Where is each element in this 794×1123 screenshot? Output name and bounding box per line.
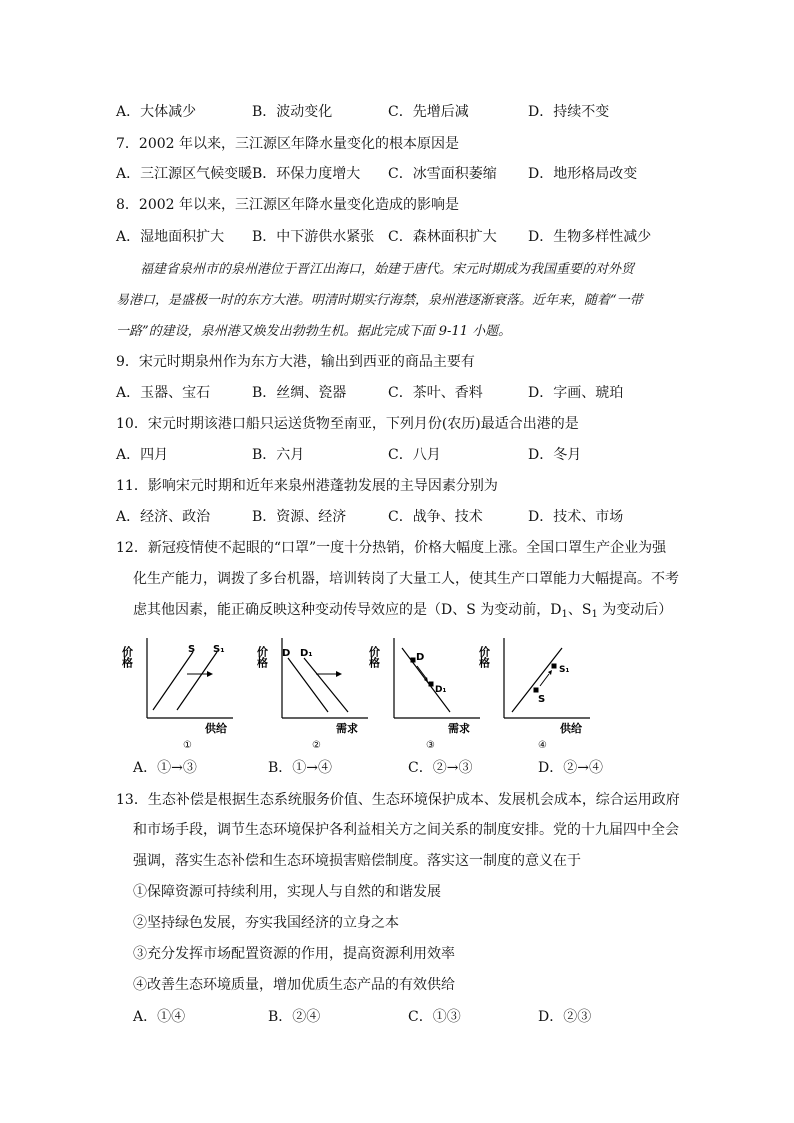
y-axis-label: 价格 — [367, 646, 381, 668]
q9-stem — [0, 350, 794, 374]
demand-movement-graph — [367, 630, 487, 755]
question-text: 化生产能力，调拨了多台机器，培训转岗了大量工人，使其生产口罩能力大幅提高。不考 — [133, 571, 679, 587]
curve-label: D₁ — [300, 648, 313, 659]
option-d[interactable]: D．持续不变 — [528, 104, 610, 120]
option-c[interactable]: C．②→③ — [408, 760, 473, 776]
q7-stem — [0, 132, 794, 156]
option-a[interactable]: A．四月 — [116, 447, 169, 463]
statement-item: ②坚持绿色发展，夯实我国经济的立身之本 — [133, 915, 399, 931]
option-c[interactable]: C．八月 — [388, 447, 441, 463]
point-label: S — [538, 694, 546, 705]
graph-number: ③ — [426, 740, 435, 751]
statement-item: ③充分发挥市场配置资源的作用，提高资源利用效率 — [133, 946, 455, 962]
q12-options — [0, 756, 794, 780]
option-d[interactable]: D．字画、琥珀 — [528, 385, 624, 401]
q9-options — [0, 381, 794, 405]
option-d[interactable]: D．②③ — [538, 1009, 592, 1025]
option-d[interactable]: D．生物多样性减少 — [528, 229, 652, 245]
question-text — [133, 598, 672, 627]
option-b[interactable]: B．中下游供水紧张 — [252, 229, 375, 245]
question-text: 13．生态补偿是根据生态系统服务价值、生态环境保护成本、发展机会成本，综合运用政府 — [116, 792, 680, 808]
x-axis-label: 供给 — [560, 722, 582, 735]
q11-stem — [0, 474, 794, 498]
question-text: 11．影响宋元时期和近年来泉州港蓬勃发展的主导因素分别为 — [116, 478, 498, 494]
question-text: 10．宋元时期该港口船只运送货物至南亚，下列月份(农历)最适合出港的是 — [116, 416, 579, 432]
stem-part: 、S — [567, 602, 592, 618]
q13-item-3 — [0, 942, 794, 966]
option-d[interactable]: D．地形格局改变 — [528, 166, 638, 182]
q13-item-4 — [0, 973, 794, 997]
option-c[interactable]: C．①③ — [408, 1009, 461, 1025]
option-c[interactable]: C．冰雪面积萎缩 — [388, 166, 497, 182]
option-d[interactable]: D．技术、市场 — [528, 509, 624, 525]
passage-line-1 — [0, 258, 794, 282]
q12-stem-line-1 — [0, 536, 794, 560]
subscript: 1 — [591, 609, 598, 620]
s1-curve — [177, 652, 217, 710]
option-a[interactable]: A．大体减少 — [116, 104, 197, 120]
graph-number: ① — [183, 740, 192, 751]
q10-stem — [0, 412, 794, 436]
q13-stem-line-1 — [0, 788, 794, 812]
q13-options — [0, 1005, 794, 1029]
d1-curve — [304, 658, 348, 712]
graph-number: ④ — [538, 740, 547, 751]
curve-label: D — [282, 648, 291, 659]
option-c[interactable]: C．森林面积扩大 — [388, 229, 497, 245]
point-label: D₁ — [435, 685, 447, 695]
option-b[interactable]: B．波动变化 — [252, 104, 333, 120]
x-axis-label: 供给 — [205, 722, 227, 735]
d-curve — [288, 658, 328, 712]
point-label: S₁ — [559, 665, 570, 675]
option-d[interactable]: D．②→④ — [538, 760, 603, 776]
curve-label: S — [188, 644, 196, 655]
point-label: D — [416, 652, 425, 663]
q11-options — [0, 505, 794, 529]
x-axis-label: 需求 — [448, 722, 470, 735]
q13-item-2 — [0, 911, 794, 935]
q13-stem-line-2 — [0, 818, 794, 842]
question-text: 12．新冠疫情使不起眼的“口罩”一度十分热销，价格大幅度上涨。全国口罩生产企业为强 — [116, 540, 667, 556]
stem-part: 虑其他因素，能正确反映这种变动传导效应的是（D、S 为变动前，D — [133, 602, 562, 618]
supply-movement-graph — [477, 630, 597, 755]
option-b[interactable]: B．环保力度增大 — [252, 166, 361, 182]
q10-options — [0, 443, 794, 467]
curve-label: S₁ — [213, 644, 225, 655]
option-c[interactable]: C．战争、技术 — [388, 509, 483, 525]
option-a[interactable]: A．玉器、宝石 — [116, 385, 211, 401]
q8-stem — [0, 193, 794, 217]
option-a[interactable]: A．①→③ — [133, 760, 197, 776]
question-text: 7．2002 年以来，三江源区年降水量变化的根本原因是 — [116, 136, 459, 152]
passage-line-2 — [0, 289, 794, 313]
q12-stem-line-2 — [0, 567, 794, 591]
y-axis-label: 价格 — [255, 646, 269, 668]
question-text: 8．2002 年以来，三江源区年降水量变化造成的影响是 — [116, 197, 459, 213]
option-b[interactable]: B．①→④ — [268, 760, 333, 776]
q12-stem-line-3 — [0, 598, 794, 622]
passage-line-3 — [0, 320, 794, 344]
q6-options — [0, 100, 794, 124]
y-axis-label: 价格 — [477, 646, 491, 668]
graph-1 — [120, 630, 240, 759]
q7-options — [0, 162, 794, 186]
question-text: 强调，落实生态补偿和生态环境损害赔偿制度。落实这一制度的意义在于 — [133, 853, 581, 869]
s-curve — [153, 652, 193, 710]
demand-shift-graph — [255, 630, 375, 755]
statement-item: ④改善生态环境质量，增加优质生态产品的有效供给 — [133, 977, 455, 993]
passage-text: 一路”的建设，泉州港又焕发出勃勃生机。据此完成下面 9-11 小题。 — [116, 324, 512, 339]
option-c[interactable]: C．先增后减 — [388, 104, 469, 120]
q13-stem-line-3 — [0, 849, 794, 873]
passage-text: 福建省泉州市的泉州港位于晋江出海口，始建于唐代。宋元时期成为我国重要的对外贸 — [140, 262, 635, 277]
option-b[interactable]: B．资源、经济 — [252, 509, 347, 525]
y-axis-label: 价格 — [120, 646, 134, 668]
option-d[interactable]: D．冬月 — [528, 447, 582, 463]
option-b[interactable]: B．六月 — [252, 447, 305, 463]
q8-options — [0, 225, 794, 249]
graph-4 — [477, 630, 597, 759]
x-axis-label: 需求 — [336, 722, 358, 735]
supply-shift-graph — [120, 630, 240, 755]
option-b[interactable]: B．丝绸、瓷器 — [252, 385, 347, 401]
option-a[interactable]: A．三江源区气候变暖 — [116, 166, 253, 182]
option-c[interactable]: C．茶叶、香料 — [388, 385, 483, 401]
option-a[interactable]: A．经济、政治 — [116, 509, 211, 525]
q13-item-1 — [0, 880, 794, 904]
option-b[interactable]: B．②④ — [268, 1009, 321, 1025]
graph-2 — [255, 630, 375, 759]
graph-number: ② — [312, 740, 321, 751]
question-text: 和市场手段，调节生态环境保护各利益相关方之间关系的制度安排。党的十九届四中全会 — [133, 822, 679, 838]
option-a[interactable]: A．湿地面积扩大 — [116, 229, 225, 245]
s-curve — [512, 648, 562, 712]
graph-3 — [367, 630, 487, 759]
subscript: 1 — [561, 609, 568, 620]
passage-text: 易港口，是盛极一时的东方大港。明清时期实行海禁，泉州港逐渐衰落。近年来，随着“一带 — [116, 293, 643, 308]
stem-part: 为变动后） — [597, 602, 673, 618]
statement-item: ①保障资源可持续利用，实现人与自然的和谐发展 — [133, 884, 441, 900]
option-a[interactable]: A．①④ — [133, 1009, 186, 1025]
question-text: 9．宋元时期泉州作为东方大港，输出到西亚的商品主要有 — [116, 354, 475, 370]
